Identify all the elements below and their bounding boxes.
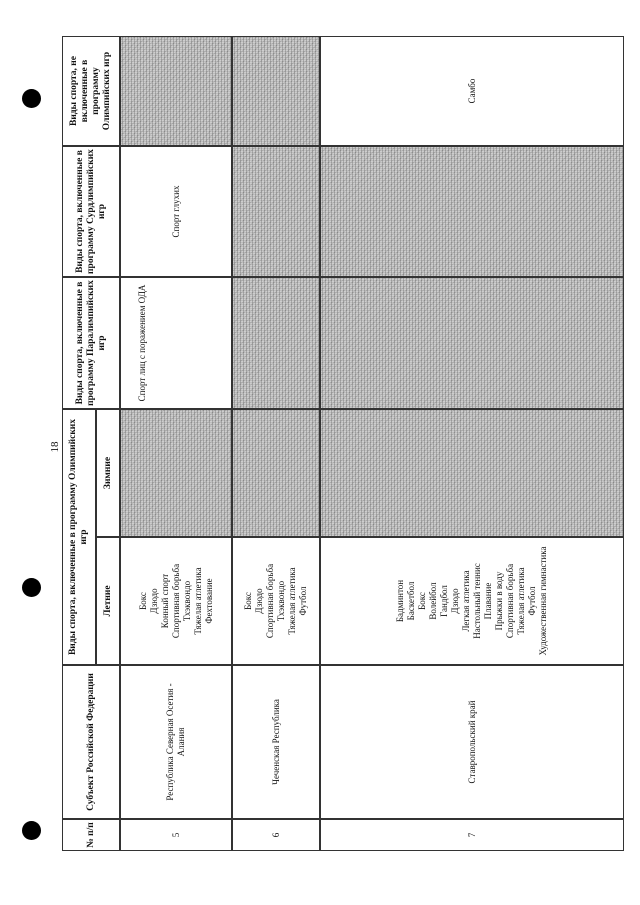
row-6-winter-empty [232,409,320,537]
row-5-non-olympic-empty [120,36,232,146]
sports-table-rotated [62,36,624,851]
punch-hole-middle [22,578,41,597]
header-olympic: Виды спорта, включенные в программу Олимпийских игр [62,409,96,665]
row-6-deaflympic-empty [232,146,320,277]
row-5-deaflympic: Спорт глухих [120,146,232,277]
header-winter: Зимние [96,409,120,537]
row-7-non-olympic: Самбо [320,36,624,146]
header-subject: Субъект Российской Федерации [62,665,120,819]
row-6-summer: Бокс Дзюдо Спортивная борьба Тхэквондо Тяжелая атлетика Футбол [232,537,320,665]
row-7-summer: Бадминтон Баскетбол Бокс Волейбол Гандбол Дзюдо Легкая атлетика Настольный теннис Плавание Прыжки в воду Спортивная борьба Тяжелая атлетика Футбол Художественная гимнастика [320,537,624,665]
row-7-subject: Ставропольский край [320,665,624,819]
row-7-num: 7 [320,819,624,851]
row-7-winter-empty [320,409,624,537]
row-6-paralympic-empty [232,277,320,409]
header-num: № п/п [62,819,120,851]
row-5-num: 5 [120,819,232,851]
row-5-summer: Бокс Дзюдо Конный спорт Спортивная борьба Тхэквондо Тяжелая атлетика Фехтование [120,537,232,665]
punch-hole-bottom [22,821,41,840]
header-deaflympic: Виды спорта, включенные в программу Сурдлимпийских игр [62,146,120,277]
row-7-deaflympic-empty [320,146,624,277]
row-6-subject: Чеченская Республика [232,665,320,819]
header-non-olympic: Виды спорта, не включенные в программу Олимпийских игр [62,36,120,146]
punch-hole-top [22,89,41,108]
row-5-paralympic: Спорт лиц с поражением ОДА [120,277,232,409]
row-6-non-olympic-empty [232,36,320,146]
header-summer: Летние [96,537,120,665]
row-6-num: 6 [232,819,320,851]
row-5-winter-empty [120,409,232,537]
header-paralympic: Виды спорта, включенные в программу Паралимпийских игр [62,277,120,409]
row-5-subject: Республика Северная Осетия - Алания [120,665,232,819]
sports-table [62,36,624,851]
row-7-paralympic-empty [320,277,624,409]
page-number-text: 18 [49,441,61,453]
